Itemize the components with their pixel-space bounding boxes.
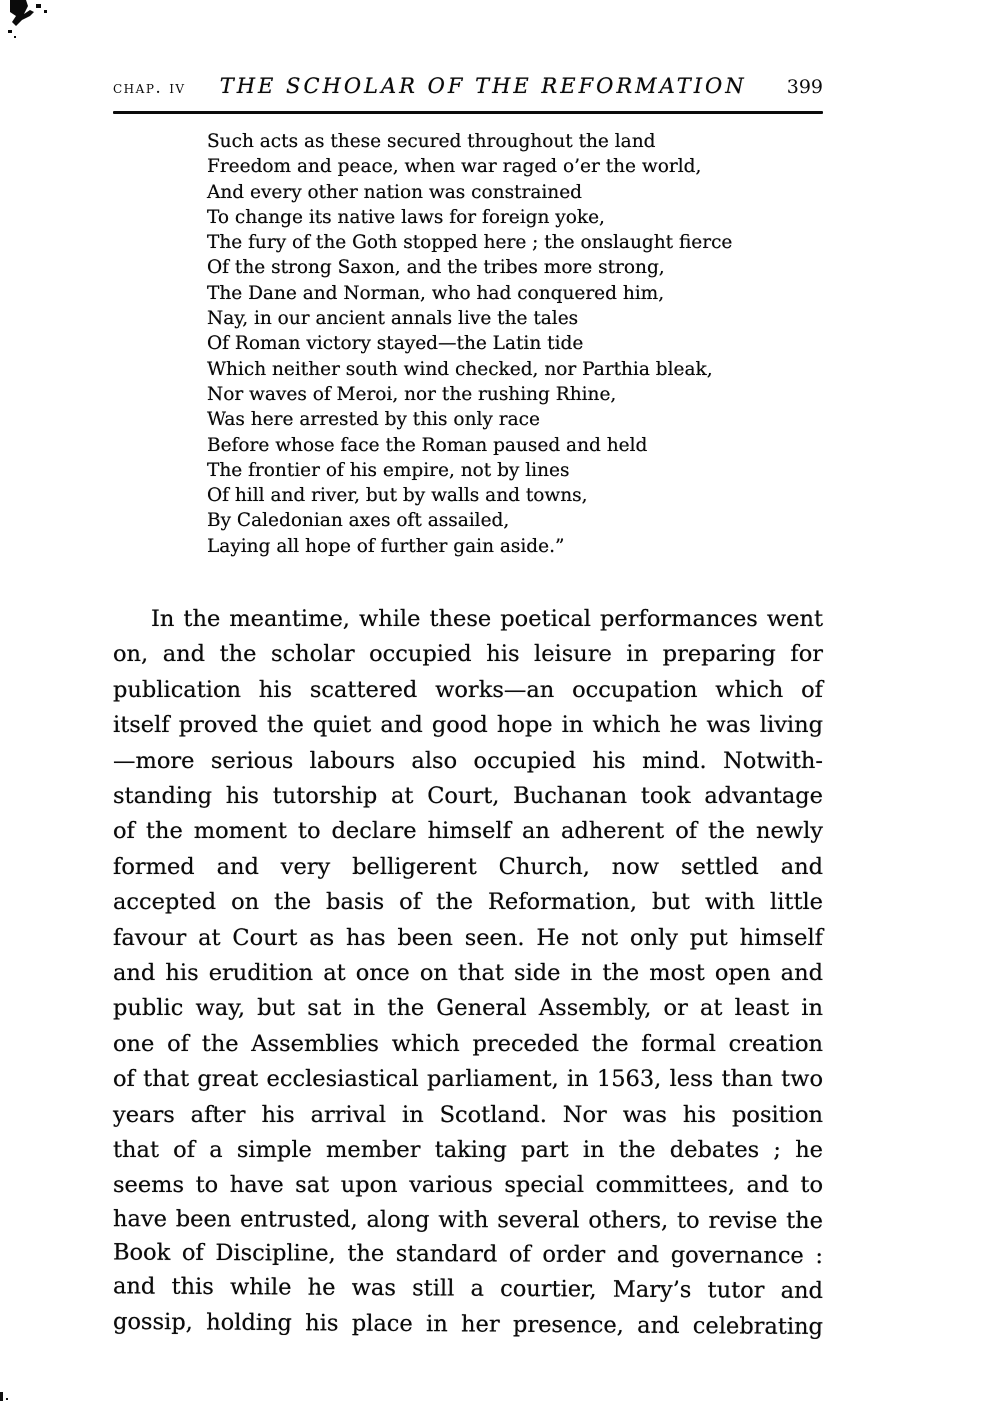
body-line: and this while he was still a courtier, Mary’s tutor and xyxy=(112,1273,824,1305)
body-line: favour at Court as has been seen. He not only put himself xyxy=(113,924,823,951)
poem-line: Laying all hope of further gain aside.” xyxy=(207,535,565,557)
body-line: formed and very belligerent Church, now settled and xyxy=(113,853,823,880)
poem-line: The fury of the Goth stopped here ; the onslaught fierce xyxy=(207,232,733,254)
running-header xyxy=(113,74,823,98)
body-line: public way, but sat in the General Assembly, or at least in xyxy=(113,995,823,1022)
poem-line: Nor waves of Meroi, nor the rushing Rhine, xyxy=(207,383,617,405)
page-content xyxy=(113,74,823,1345)
body-line: publication his scattered works—an occupation which of xyxy=(113,676,823,703)
body-line: In the meantime, while these poetical performances went xyxy=(151,606,823,633)
poem-line: Such acts as these secured throughout the land xyxy=(207,131,656,152)
poem-line: Was here arrested by this only race xyxy=(207,409,540,431)
poem-line: Nay, in our ancient annals live the tales xyxy=(207,308,579,330)
running-title: THE SCHOLAR OF THE REFORMATION xyxy=(219,74,747,98)
body-line: on, and the scholar occupied his leisure in preparing for xyxy=(113,641,823,668)
body-line: accepted on the basis of the Reformation, but with little xyxy=(113,889,823,916)
body-line: gossip, holding his place in her presence, and celebrating xyxy=(112,1308,824,1340)
body-line: of the moment to declare himself an adherent of the newly xyxy=(113,818,823,845)
poem-line: Of the strong Saxon, and the tribes more strong, xyxy=(207,257,665,279)
poem-line: Before whose face the Roman paused and held xyxy=(207,434,648,456)
body-line: one of the Assemblies which preceded the formal creation xyxy=(113,1030,823,1057)
body-line: that of a simple member taking part in the debates ; he xyxy=(113,1136,823,1163)
poem-line: The Dane and Norman, who had conquered him, xyxy=(207,282,665,304)
poem-block xyxy=(207,129,823,559)
body-line: and his erudition at once on that side in the most open and xyxy=(113,959,823,986)
body-line: —more serious labours also occupied his mind. Notwith- xyxy=(113,747,823,774)
body-paragraph xyxy=(113,602,823,1345)
body-line: of that great ecclesiastical parliament, in 1563, less than two xyxy=(113,1066,823,1093)
poem-line: Of hill and river, but by walls and towns, xyxy=(207,485,588,507)
poem-line: And every other nation was constrained xyxy=(207,181,582,203)
scan-speck xyxy=(0,1392,3,1401)
ink-smudge xyxy=(6,0,96,60)
poem-line: By Caledonian axes oft assailed, xyxy=(207,510,510,532)
poem-line: To change its native laws for foreign yoke, xyxy=(207,206,605,228)
body-line: seems to have sat upon various special committees, and to xyxy=(113,1172,823,1199)
body-line: have been entrusted, along with several others, to revise the xyxy=(112,1205,824,1234)
scan-speck xyxy=(6,1398,8,1400)
chapter-label: chap. iv xyxy=(113,78,186,98)
page-number: 399 xyxy=(786,76,823,98)
header-rule xyxy=(113,111,823,114)
body-line: years after his arrival in Scotland. Nor was his position xyxy=(113,1101,823,1128)
body-line: Book of Discipline, the standard of order and governance : xyxy=(112,1239,824,1270)
poem-line: Of Roman victory stayed—the Latin tide xyxy=(207,333,584,355)
body-line: standing his tutorship at Court, Buchanan took advantage xyxy=(113,783,823,809)
poem-line: The frontier of his empire, not by lines xyxy=(207,459,570,481)
poem-line: Which neither south wind checked, nor Parthia bleak, xyxy=(207,358,713,380)
poem-line: Freedom and peace, when war raged o’er the world, xyxy=(207,156,702,178)
body-line: itself proved the quiet and good hope in which he was living xyxy=(113,712,823,739)
